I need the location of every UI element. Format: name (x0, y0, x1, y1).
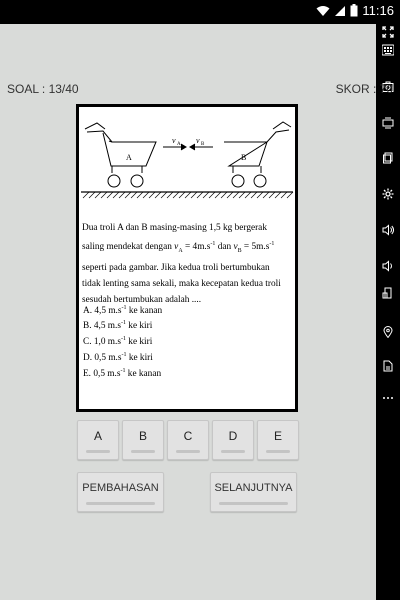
status-bar (0, 0, 400, 24)
signal-icon (334, 5, 346, 17)
score-label: SKOR : 70 (335, 82, 393, 96)
answer-c-button[interactable]: C (167, 420, 209, 460)
copy-icon[interactable] (380, 150, 396, 166)
more-icon[interactable] (380, 390, 396, 406)
figure-velocity-b: v (196, 136, 200, 145)
answer-buttons (77, 420, 299, 460)
discussion-button[interactable]: PEMBAHASAN (77, 472, 164, 512)
fullscreen-icon[interactable] (380, 24, 396, 40)
location-icon[interactable] (380, 324, 396, 340)
option-e: E. 0,5 $m.s^{-1}$ ke kanan (83, 368, 162, 380)
option-d: D. 0,5 $m.s^{-1}$ ke kiri (83, 352, 153, 364)
rotate-icon[interactable] (380, 115, 396, 131)
question-line-2: saling mendekat dengan $v_A = 4m.s^{-1}$ dan $v_B = 5m.s^{-1}$ (82, 241, 275, 255)
answer-d-button[interactable]: D (212, 420, 254, 460)
portrait-icon[interactable] (380, 285, 396, 301)
question-card (76, 104, 298, 412)
question-line-4: tidak lenting sama sekali, maka kecepatan kedua troli (82, 278, 281, 289)
figure-label-b: B (241, 153, 247, 162)
question-counter: SOAL : 13/40 (7, 82, 79, 96)
question-text (82, 220, 294, 308)
answer-b-button[interactable]: B (122, 420, 164, 460)
wifi-icon (316, 5, 330, 17)
battery-icon (350, 4, 358, 17)
question-line-5: sesudah bertumbukan adalah .... (82, 295, 202, 306)
answer-e-button[interactable]: E (257, 420, 299, 460)
answer-a-button[interactable]: A (77, 420, 119, 460)
next-button[interactable]: SELANJUTNYA (210, 472, 297, 512)
volume-up-icon[interactable] (380, 222, 396, 238)
volume-down-icon[interactable] (380, 258, 396, 274)
trolley-figure (79, 107, 295, 219)
settings-icon[interactable] (380, 186, 396, 202)
keyboard-icon[interactable] (380, 42, 396, 58)
figure-velocity-b-sub: B (201, 142, 205, 147)
question-line-3: seperti pada gambar. Jika kedua troli bertumbukan (82, 262, 270, 273)
clock-text: 11:16 (362, 3, 394, 18)
option-a: A. 4,5 $m.s^{-1}$ ke kanan (83, 305, 163, 317)
option-b: B. 4,5 $m.s^{-1}$ ke kiri (83, 320, 153, 332)
option-c: C. 1,0 $m.s^{-1}$ ke kiri (83, 336, 153, 348)
figure-velocity-a: v (172, 136, 176, 145)
figure-velocity-a-sub: A (177, 142, 181, 147)
side-toolbar (376, 24, 400, 600)
file-icon[interactable] (380, 358, 396, 374)
question-line-1: Dua troli A dan B masing-masing 1,5 kg bergerak (82, 223, 267, 233)
figure-label-a: A (126, 153, 132, 162)
